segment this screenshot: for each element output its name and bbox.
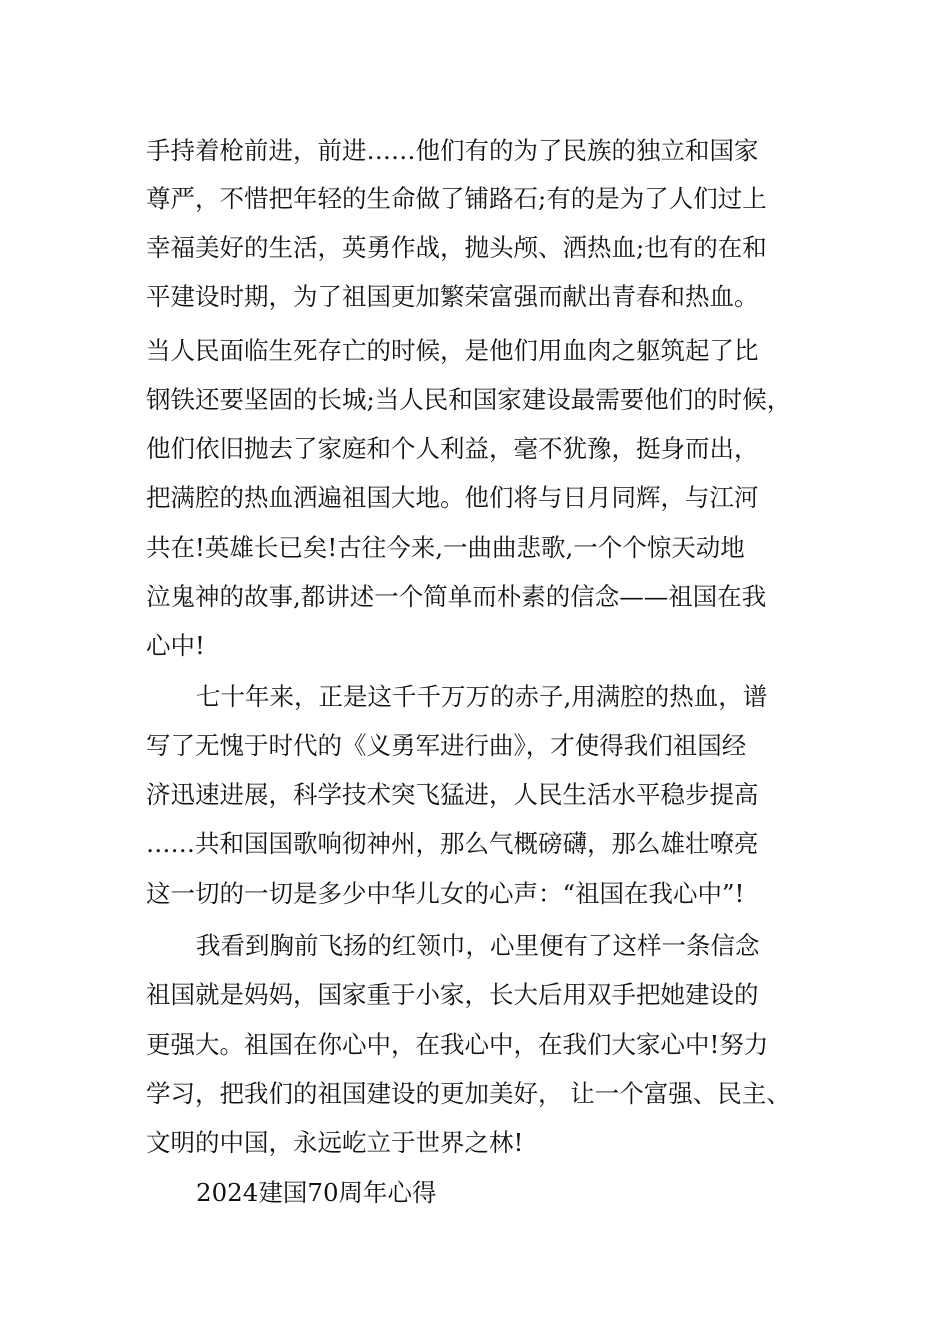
text-line: 这一切的一切是多少中华儿女的心声：“祖国在我心中”! (146, 879, 745, 908)
text-line: 共在!英雄长已矣!古往今来,一曲曲悲歌,一个个惊天动地 (146, 533, 745, 562)
text-line: ……共和国国歌响彻神州，那么气概磅礴，那么雄壮嘹亮 (146, 829, 759, 858)
text-line: 手持着枪前进，前进……他们有的为了民族的独立和国家 (146, 136, 759, 165)
text-line: 泣鬼神的故事,都讲述一个简单而朴素的信念——祖国在我 (146, 582, 767, 611)
text-line: 当人民面临生死存亡的时候，是他们用血肉之躯筑起了比 (146, 336, 759, 365)
text-line: 心中! (146, 631, 205, 660)
text-line: 济迅速进展，科学技术突飞猛进，人民生活水平稳步提高 (146, 780, 759, 809)
text-line: 学习，把我们的祖国建设的更加美好， 让一个富强、民主、 (146, 1079, 791, 1108)
text-line: 把满腔的热血洒遍祖国大地。他们将与日月同辉，与江河 (146, 483, 759, 512)
text-line: 尊严，不惜把年轻的生命做了铺路石;有的是为了人们过上 (146, 184, 767, 213)
text-line: 幸福美好的生活，英勇作战，抛头颅、洒热血;也有的在和 (146, 233, 767, 262)
text-line: 平建设时期，为了祖国更加繁荣富强而献出青春和热血。 (146, 282, 759, 311)
section-heading: 2024建国70周年心得 (196, 1178, 437, 1207)
text-line: 写了无愧于时代的《义勇军进行曲》，才使得我们祖国经 (146, 731, 747, 760)
text-line: 祖国就是妈妈，国家重于小家，长大后用双手把她建设的 (146, 980, 759, 1009)
paragraph-first-line: 我看到胸前飞扬的红领巾，心里便有了这样一条信念 (196, 931, 760, 960)
text-line: 钢铁还要坚固的长城;当人民和国家建设最需要他们的时候， (146, 385, 792, 414)
text-line: 文明的中国，永远屹立于世界之林! (146, 1128, 524, 1157)
text-line: 更强大。祖国在你心中，在我心中，在我们大家心中!努力 (146, 1030, 769, 1059)
paragraph-first-line: 七十年来，正是这千千万万的赤子,用满腔的热血，谱 (196, 682, 768, 711)
text-line: 他们依旧抛去了家庭和个人利益，毫不犹豫，挺身而出， (146, 434, 759, 463)
